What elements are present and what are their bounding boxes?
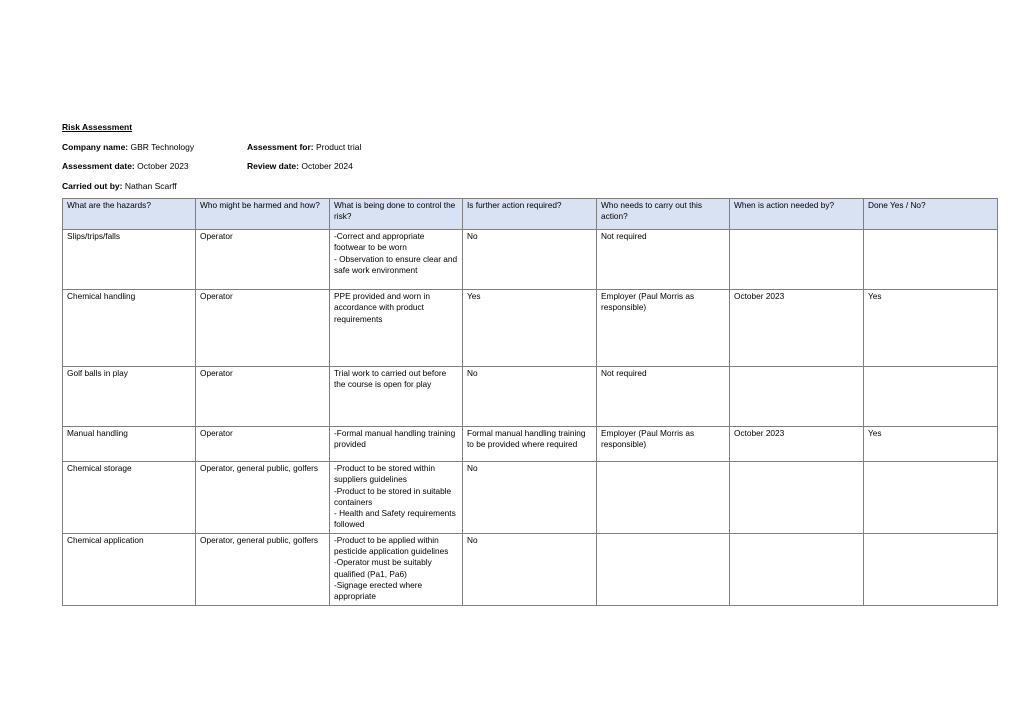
- company-assessment-row: [62, 142, 362, 152]
- table-row: [63, 230, 998, 290]
- header-controls: What is being done to control the risk?: [330, 199, 463, 230]
- cell-when-needed: [730, 367, 864, 427]
- document-title: Risk Assessment: [62, 122, 133, 132]
- cell-controls: -Product to be stored within suppliers guidelines -Product to be stored in suitable containers - Health and Safety requirements followed: [330, 462, 463, 534]
- cell-who-harmed: Operator, general public, golfers: [196, 533, 330, 605]
- cell-controls: Trial work to carried out before the course is open for play: [330, 367, 463, 427]
- review-date-label: Review date:: [247, 161, 299, 171]
- dates-row: [62, 161, 353, 171]
- cell-hazard: Chemical storage: [63, 462, 196, 534]
- cell-hazard: Chemical application: [63, 533, 196, 605]
- cell-further-action: No: [463, 533, 597, 605]
- cell-done: [864, 230, 998, 290]
- assessment-date-value: October 2023: [137, 161, 189, 171]
- cell-who-action: Employer (Paul Morris as responsible): [597, 427, 730, 462]
- cell-hazard: Chemical handling: [63, 290, 196, 367]
- table-row: [63, 462, 998, 534]
- assessment-for: [247, 142, 361, 152]
- company-name-label: Company name:: [62, 142, 129, 152]
- cell-who-harmed: Operator: [196, 290, 330, 367]
- cell-who-harmed: Operator: [196, 230, 330, 290]
- assessment-for-value: Product trial: [315, 142, 362, 152]
- table-row: [63, 533, 998, 605]
- review-date-value: October 2024: [301, 161, 353, 171]
- cell-hazard: Golf balls in play: [63, 367, 196, 427]
- cell-who-harmed: Operator: [196, 367, 330, 427]
- company-name-value: GBR Technology: [130, 142, 195, 152]
- cell-who-action: Not required: [597, 367, 730, 427]
- cell-done: [864, 533, 998, 605]
- cell-hazard: Slips/trips/falls: [63, 230, 196, 290]
- table-header-row: [63, 199, 998, 230]
- cell-further-action: No: [463, 230, 597, 290]
- table-row: [63, 427, 998, 462]
- cell-when-needed: [730, 230, 864, 290]
- assessment-for-label: Assessment for:: [247, 142, 314, 152]
- carried-out-by-label: Carried out by:: [62, 181, 123, 191]
- cell-done: [864, 367, 998, 427]
- cell-further-action: No: [463, 367, 597, 427]
- assessment-date-label: Assessment date:: [62, 161, 135, 171]
- cell-controls: -Correct and appropriate footwear to be worn - Observation to ensure clear and safe work environment: [330, 230, 463, 290]
- cell-hazard: Manual handling: [63, 427, 196, 462]
- cell-further-action: Formal manual handling training to be provided where required: [463, 427, 597, 462]
- cell-who-harmed: Operator: [196, 427, 330, 462]
- cell-when-needed: [730, 533, 864, 605]
- cell-who-action: [597, 462, 730, 534]
- cell-controls: -Formal manual handling training provided: [330, 427, 463, 462]
- review-date: [247, 161, 353, 171]
- cell-when-needed: [730, 462, 864, 534]
- cell-controls: PPE provided and worn in accordance with product requirements: [330, 290, 463, 367]
- header-who-action: Who needs to carry out this action?: [597, 199, 730, 230]
- risk-assessment-table: [62, 198, 998, 606]
- header-further-action: Is further action required?: [463, 199, 597, 230]
- header-when-needed: When is action needed by?: [730, 199, 864, 230]
- cell-who-action: Employer (Paul Morris as responsible): [597, 290, 730, 367]
- cell-when-needed: October 2023: [730, 290, 864, 367]
- cell-who-action: Not required: [597, 230, 730, 290]
- cell-further-action: Yes: [463, 290, 597, 367]
- cell-controls: -Product to be applied within pesticide application guidelines -Operator must be suitably qualified (Pa1, Pa6) -Signage erected where appropriate: [330, 533, 463, 605]
- table-row: [63, 290, 998, 367]
- header-who-harmed: Who might be harmed and how?: [196, 199, 330, 230]
- header-done: Done Yes / No?: [864, 199, 998, 230]
- cell-who-harmed: Operator, general public, golfers: [196, 462, 330, 534]
- cell-done: Yes: [864, 427, 998, 462]
- cell-done: [864, 462, 998, 534]
- carried-out-row: [62, 181, 177, 191]
- cell-further-action: No: [463, 462, 597, 534]
- cell-done: Yes: [864, 290, 998, 367]
- header-hazards: What are the hazards?: [63, 199, 196, 230]
- cell-when-needed: October 2023: [730, 427, 864, 462]
- carried-out-by-value: Nathan Scarff: [124, 181, 177, 191]
- table-row: [63, 367, 998, 427]
- cell-who-action: [597, 533, 730, 605]
